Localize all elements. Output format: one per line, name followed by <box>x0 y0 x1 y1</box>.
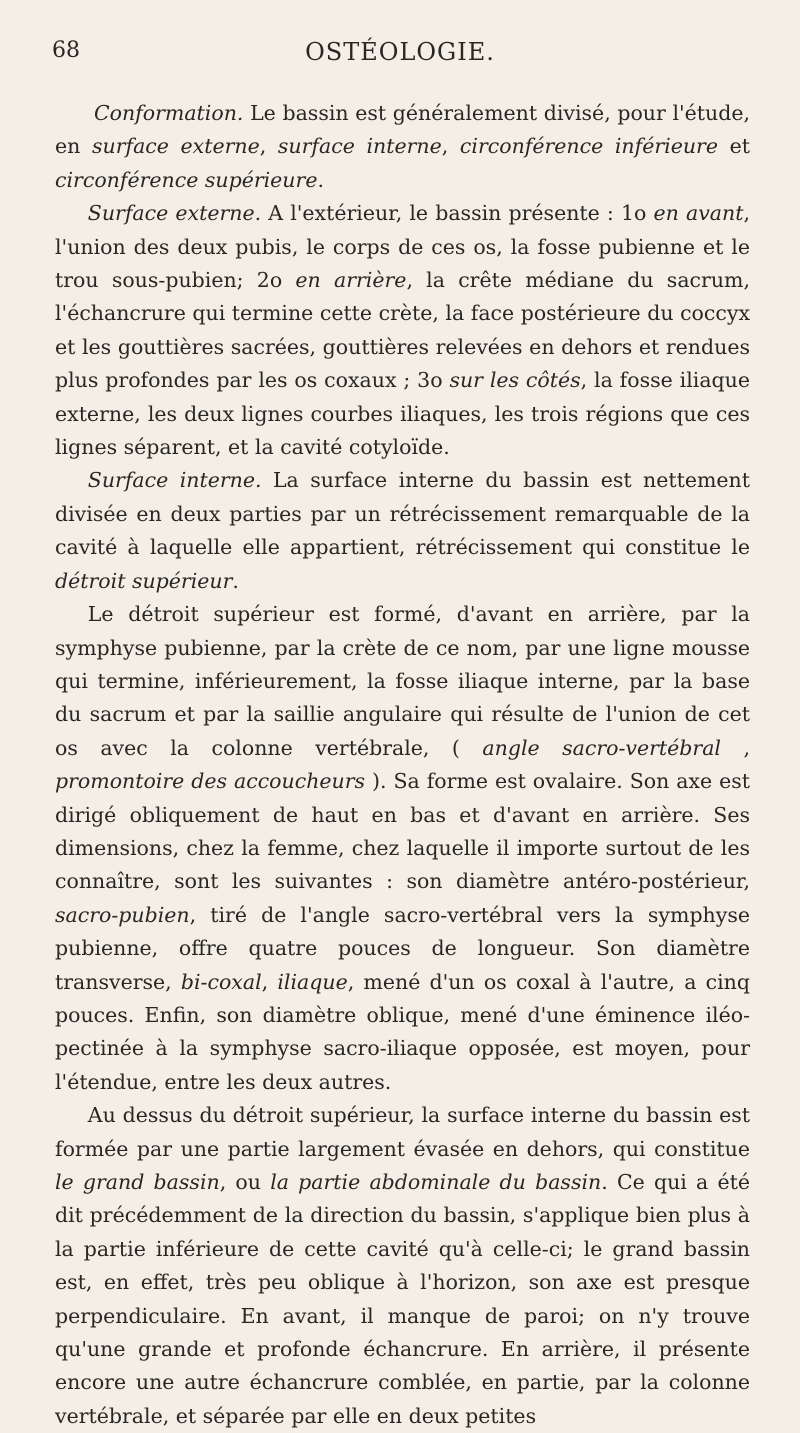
italic-term: iliaque <box>277 969 348 994</box>
italic-term: circonférence supérieure <box>55 167 318 192</box>
text-run: , mené d'un os coxal à l'autre, a cinq pouces. Enfin, son diamètre oblique, mené d'une éminence iléo-pectinée à la symphyse sacro-iliaque opposée, est moyen, pour l'étendue, entre les deux autres. <box>55 969 750 1094</box>
section-lead: Surface interne. <box>87 468 262 493</box>
italic-term: le grand bassin <box>55 1170 220 1194</box>
italic-term: surface externe <box>91 134 260 159</box>
text-run: , <box>441 134 460 159</box>
running-title: OSTÉOLOGIE. <box>305 38 495 66</box>
italic-term: sacro-pubien <box>55 902 190 927</box>
section-lead: Surface externe. <box>87 201 262 226</box>
text-run: . <box>232 568 239 593</box>
italic-term: surface interne <box>277 134 442 159</box>
text-run: ). Sa forme est ovalaire. Son axe est dirigé obliquement de haut en bas et d'avant en arrière. Ses dimensions, chez la femme, chez laquelle il importe surtout de les connaître, sont les suivantes : son diamètre antéro-postérieur, <box>55 769 750 894</box>
paragraph-surface-interne <box>55 464 750 598</box>
text-run: , tiré de l'angle sacro-vertébral vers la symphyse pubienne, offre quatre pouces de longueur. Son diamètre transverse, <box>55 902 750 994</box>
text-run: Le bassin est généralement divisé, pour l'étude, en <box>55 101 750 159</box>
italic-term: angle sacro-vertébral <box>482 735 721 760</box>
text-run: A l'extérieur, le bassin présente : 1o <box>261 201 654 226</box>
italic-term: en avant <box>653 201 744 226</box>
italic-term: détroit supérieur <box>55 568 233 593</box>
section-lead: Conformation. <box>93 101 244 125</box>
text-run: , <box>720 735 750 760</box>
italic-term: la partie abdominale du bassin <box>270 1170 602 1194</box>
paragraph-grand-bassin <box>55 1099 750 1433</box>
text-run: , ou <box>219 1170 271 1194</box>
body-text <box>55 97 750 1433</box>
italic-term: bi-coxal <box>180 969 262 994</box>
italic-term: sur les côtés <box>449 368 581 393</box>
italic-term: promontoire des accoucheurs <box>55 769 366 794</box>
text-run: , l'union des deux pubis, le corps de ces os, la fosse pubienne et le trou sous-pubien; 2o <box>55 201 750 293</box>
text-run: Au dessus du détroit supérieur, la surface interne du bassin est formée par une partie largement évasée en dehors, qui constitue <box>55 1103 750 1161</box>
text-run: , <box>259 134 278 159</box>
text-run: , <box>261 969 278 994</box>
page-number: 68 <box>52 38 80 63</box>
page-header <box>52 38 748 78</box>
text-run: . <box>317 167 324 192</box>
text-run: , la fosse iliaque externe, les deux lignes courbes iliaques, les trois régions que ces lignes séparent, et la cavité cotyloïde. <box>55 368 751 460</box>
text-run: . Ce qui a été dit précédemment de la direction du bassin, s'applique bien plus à la partie inférieure de cette cavité qu'à celle-ci; le grand bassin est, en effet, très peu oblique à l'horizon, son axe est presque perpendiculaire. En avant, il manque de paroi; on n'y trouve qu'une grande et profonde échancrure. En arrière, il présente encore une autre échancrure comblée, en partie, par la colonne vertébrale, et séparée par elle en deux petites <box>55 1170 750 1428</box>
text-run: , la crête médiane du sacrum, l'échancrure qui termine cette crète, la face postérieure du coccyx et les gouttières sacrées, gouttières relevées en dehors et rendues plus profondes par les os coxaux ; 3o <box>55 268 750 393</box>
paragraph-surface-externe <box>55 197 750 464</box>
italic-term: en arrière <box>295 268 407 293</box>
text-run: et <box>717 134 750 159</box>
paragraph-detroit-superieur <box>55 598 750 1099</box>
text-run: La surface interne du bassin est nettement divisée en deux parties par un rétrécissement remarquable de la cavité à laquelle elle appartient, rétrécissement qui constitue le <box>55 468 750 560</box>
text-run: Le détroit supérieur est formé, d'avant en arrière, par la symphyse pubienne, par la crète de ce nom, par une ligne mousse qui termine, inférieurement, la fosse iliaque interne, par la base du sacrum et par la saillie angulaire qui résulte de l'union de cet os avec la colonne vertébrale, ( <box>55 602 750 760</box>
paragraph-conformation <box>55 97 750 197</box>
italic-term: circonférence inférieure <box>459 134 718 159</box>
